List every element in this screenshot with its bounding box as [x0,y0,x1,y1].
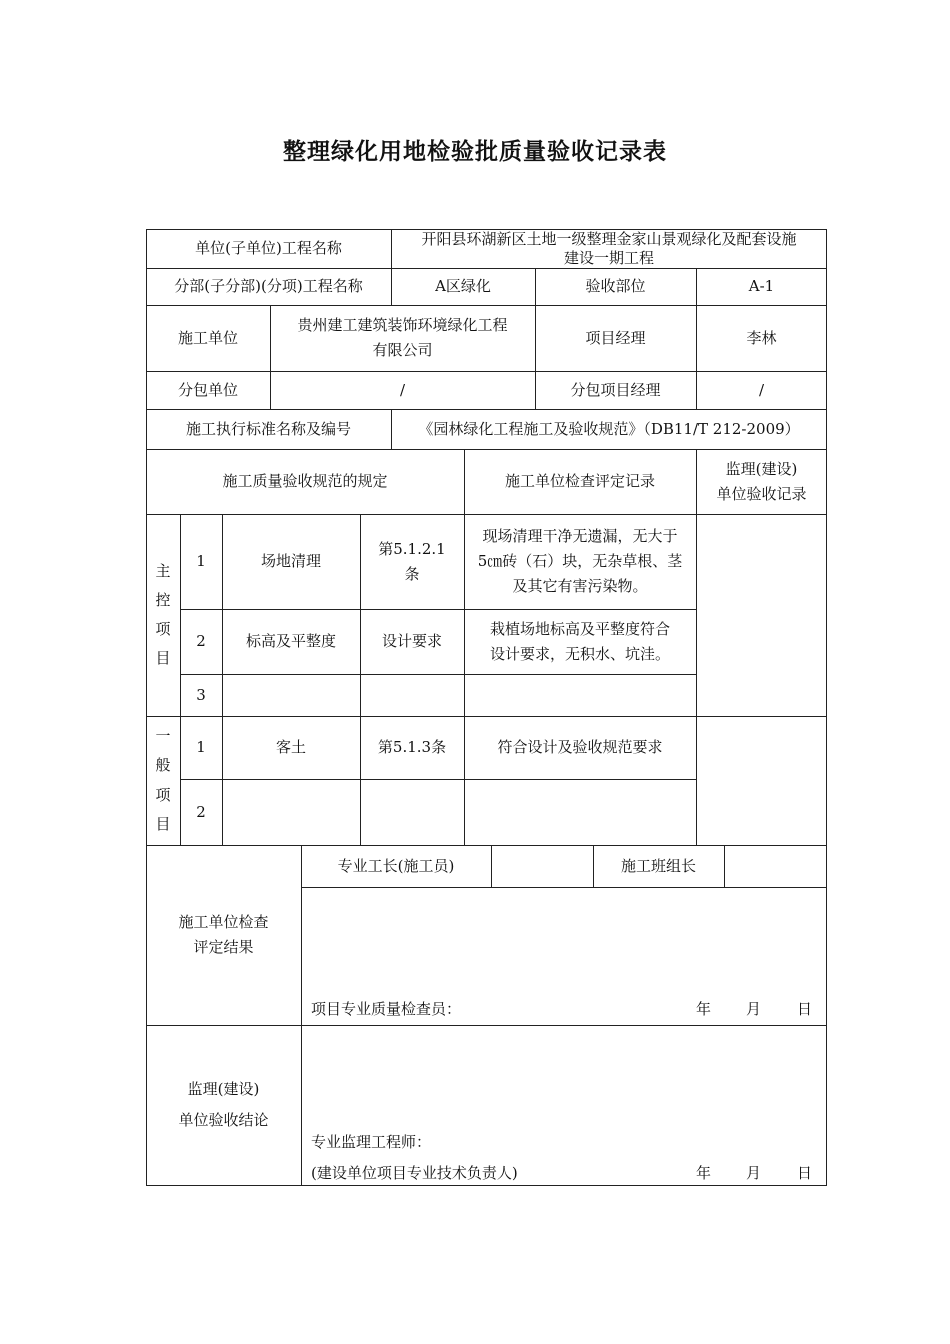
supervision-header-line: 单位验收记录 [716,484,807,503]
group-char: 般 [155,756,171,775]
contractor-line: 有限公司 [372,341,433,359]
col-divider [491,845,492,887]
supervision-header [696,449,827,514]
item-record: 符合设计及验收规范要求 [497,738,663,757]
item-clause [360,514,464,609]
row-divider [301,887,827,888]
day-label: 日 [797,1000,813,1018]
check-record-header: 施工单位检查评定记录 [504,472,655,491]
standard-label: 施工执行标准名称及编号 [185,419,351,438]
project-name-line: 开阳县环湖新区土地一级整理金家山景观绿化及配套设施 [421,229,797,248]
label-line: 施工单位检查 [178,913,269,932]
contractor-value [270,305,535,371]
group-char: 目 [155,814,171,833]
sub-manager-value: / [758,380,765,399]
row-divider [180,779,696,780]
project-manager-value: 李林 [746,328,777,347]
subcontractor-value: / [399,380,406,399]
supervision-conclusion-label [146,1025,301,1185]
item-name: 场地清理 [260,552,321,571]
item-name: 标高及平整度 [245,632,336,651]
contractor-line: 贵州建工建筑装饰环境绿化工程 [297,316,508,335]
row-divider [180,674,696,675]
foreman-label: 专业工长(施工员) [337,856,455,875]
record-line: 现场清理干净无遗漏，无大于 [482,527,678,546]
acceptance-record-table [146,229,827,1186]
day-label: 日 [797,1164,813,1182]
subproject-label: 分部(子分部)(分项)工程名称 [174,277,363,296]
item-number: 1 [196,552,206,571]
contractor-check-label [146,845,301,1025]
item-clause: 第5.1.3条 [377,738,447,757]
sub-manager-label: 分包项目经理 [570,380,661,399]
label-line: 单位验收结论 [178,1111,269,1129]
item-number: 2 [196,632,206,651]
item-number: 1 [196,738,206,757]
col-divider [724,845,725,887]
team-leader-label: 施工班组长 [620,856,696,875]
group-char: 项 [155,785,171,804]
project-name-line: 建设一期工程 [563,248,654,267]
item-name: 客土 [275,738,306,757]
record-line: 5㎝砖（石）块，无杂草根、茎 [477,552,683,571]
project-name-label: 单位(子单位)工程名称 [195,239,342,258]
group-char: 控 [155,590,171,609]
group-char: 项 [155,620,171,638]
subcontractor-label: 分包单位 [177,380,238,399]
quality-inspector-label: 项目专业质量检查员： [311,1000,462,1018]
page-title: 整理绿化用地检验批质量验收记录表 [283,138,667,165]
record-line: 及其它有害污染物。 [512,576,648,595]
general-group-label [146,716,180,845]
label-line: 评定结果 [193,938,254,956]
record-line: 设计要求，无积水、坑洼。 [489,644,670,663]
label-line: 监理(建设) [187,1079,260,1098]
acceptance-part-label: 验收部位 [585,277,646,296]
item-number: 3 [196,685,206,704]
year-label: 年 [696,1164,712,1182]
item-record [464,514,696,609]
month-label: 月 [746,1000,762,1018]
contractor-label: 施工单位 [177,328,238,347]
month-label: 月 [746,1164,762,1182]
clause-line: 条 [404,564,420,583]
supervision-header-line: 监理(建设) [725,459,798,478]
group-char: 目 [155,649,171,668]
project-manager-label: 项目经理 [585,328,646,347]
spec-header: 施工质量验收规范的规定 [222,472,388,491]
acceptance-part-value: A-1 [748,277,775,296]
group-char: 主 [155,561,171,580]
col-divider [301,845,302,1186]
item-clause: 设计要求 [381,632,442,651]
record-line: 栽植场地标高及平整度符合 [489,619,670,638]
project-name-value [391,229,827,268]
item-number: 2 [196,802,206,821]
year-label: 年 [696,1000,712,1018]
item-record [464,609,696,674]
clause-line: 第5.1.2.1 [378,539,446,558]
main-control-group-label [146,514,180,716]
standard-value: 《园林绿化工程施工及验收规范》（DB11/T 212-2009） [418,419,800,438]
owner-representative-label: (建设单位项目专业技术负责人) [311,1164,518,1182]
supervision-engineer-label: 专业监理工程师： [311,1133,432,1151]
table-border-bottom [146,1185,827,1186]
subproject-value: A区绿化 [435,277,491,296]
group-char: 一 [155,727,171,745]
